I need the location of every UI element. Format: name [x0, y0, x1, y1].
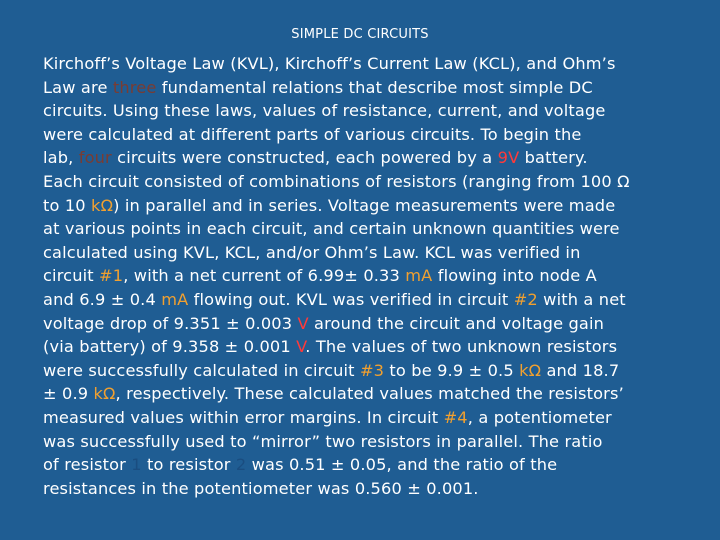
- slide-title: SIMPLE DC CIRCUITS: [291, 27, 429, 42]
- highlight-three: three: [112, 77, 157, 97]
- text: to resistor: [141, 455, 236, 475]
- highlight-v: V: [296, 337, 306, 357]
- line-2: [43, 76, 693, 100]
- text: were calculated at different parts of various circuits. To begin the: [43, 124, 582, 144]
- text: around the circuit and voltage gain: [308, 313, 605, 333]
- highlight-ma: mA: [161, 289, 189, 309]
- line-1: [43, 52, 693, 76]
- text: circuits were constructed, each powered by a: [111, 148, 498, 168]
- text: battery.: [519, 148, 588, 168]
- text: measured values within error margins. In circuit: [43, 407, 444, 427]
- text: were successfully calculated in circuit: [43, 360, 360, 380]
- text: and 6.9 ± 0.4: [43, 289, 162, 309]
- highlight-resistor-1: 1: [131, 455, 142, 475]
- text: flowing into node A: [432, 266, 597, 286]
- text: and 18.7: [541, 360, 620, 380]
- line-12: [43, 312, 693, 336]
- highlight-circuit-3: #3: [359, 360, 385, 380]
- text: was 0.51 ± 0.05, and the ratio of the: [246, 455, 558, 475]
- line-8: [43, 217, 693, 241]
- text: of resistor: [43, 455, 132, 475]
- highlight-resistor-2: 2: [235, 455, 247, 475]
- text: at various points in each circuit, and certain unknown quantities were: [43, 219, 620, 239]
- text: with a net: [537, 289, 626, 309]
- highlight-kohm: kΩ: [93, 384, 116, 404]
- highlight-kohm: kΩ: [91, 195, 114, 215]
- text: to 10: [43, 195, 92, 215]
- line-6: [43, 170, 693, 194]
- line-18: [43, 453, 693, 477]
- text: lab,: [43, 148, 79, 168]
- text: voltage drop of 9.351 ± 0.003: [43, 313, 298, 333]
- text: , respectively. These calculated values matched the resistors’: [115, 384, 624, 404]
- highlight-9v: 9V: [497, 148, 520, 168]
- text: fundamental relations that describe most simple DC: [156, 77, 593, 97]
- line-10: [43, 264, 693, 288]
- highlight-four: four: [78, 148, 112, 168]
- text: , with a net current of 6.99± 0.33: [123, 266, 406, 286]
- text: ) in parallel and in series. Voltage measurements were made: [113, 195, 616, 215]
- text: Law are: [43, 77, 113, 97]
- highlight-ma: mA: [405, 266, 433, 286]
- text: flowing out. KVL was verified in circuit: [188, 289, 514, 309]
- line-9: [43, 241, 693, 265]
- line-7: [43, 194, 693, 218]
- text: circuits. Using these laws, values of resistance, current, and voltage: [43, 101, 606, 121]
- highlight-circuit-4: #4: [443, 407, 468, 427]
- text: to be 9.9 ± 0.5: [384, 360, 520, 380]
- line-4: [43, 123, 693, 147]
- text: was successfully used to “mirror” two resistors in parallel. The ratio: [43, 431, 603, 451]
- line-5: [43, 146, 693, 170]
- highlight-v: V: [297, 313, 309, 333]
- text: Each circuit consisted of combinations of resistors (ranging from 100 Ω: [43, 171, 630, 191]
- text: . The values of two unknown resistors: [305, 337, 618, 357]
- highlight-circuit-2: #2: [513, 289, 538, 309]
- text: calculated using KVL, KCL, and/or Ohm’s Law. KCL was verified in: [43, 242, 581, 262]
- text: ± 0.9: [43, 384, 94, 404]
- text: Kirchoff’s Voltage Law (KVL), Kirchoff’s Current Law (KCL), and Ohm’s: [43, 54, 616, 73]
- text: (via battery) of 9.358 ± 0.001: [43, 337, 297, 357]
- highlight-kohm: kΩ: [519, 360, 542, 380]
- line-15: [43, 382, 693, 406]
- abstract-paragraph: [43, 52, 693, 500]
- highlight-circuit-1: #1: [99, 266, 124, 286]
- line-16: [43, 406, 693, 430]
- line-17: [43, 430, 693, 454]
- line-13: [43, 335, 693, 359]
- line-11: [43, 288, 693, 312]
- text: circuit: [43, 266, 100, 286]
- line-3: [43, 99, 693, 123]
- text: resistances in the potentiometer was 0.560 ± 0.001.: [43, 478, 479, 498]
- line-19: [43, 477, 693, 501]
- line-14: [43, 359, 693, 383]
- text: , a potentiometer: [467, 407, 612, 427]
